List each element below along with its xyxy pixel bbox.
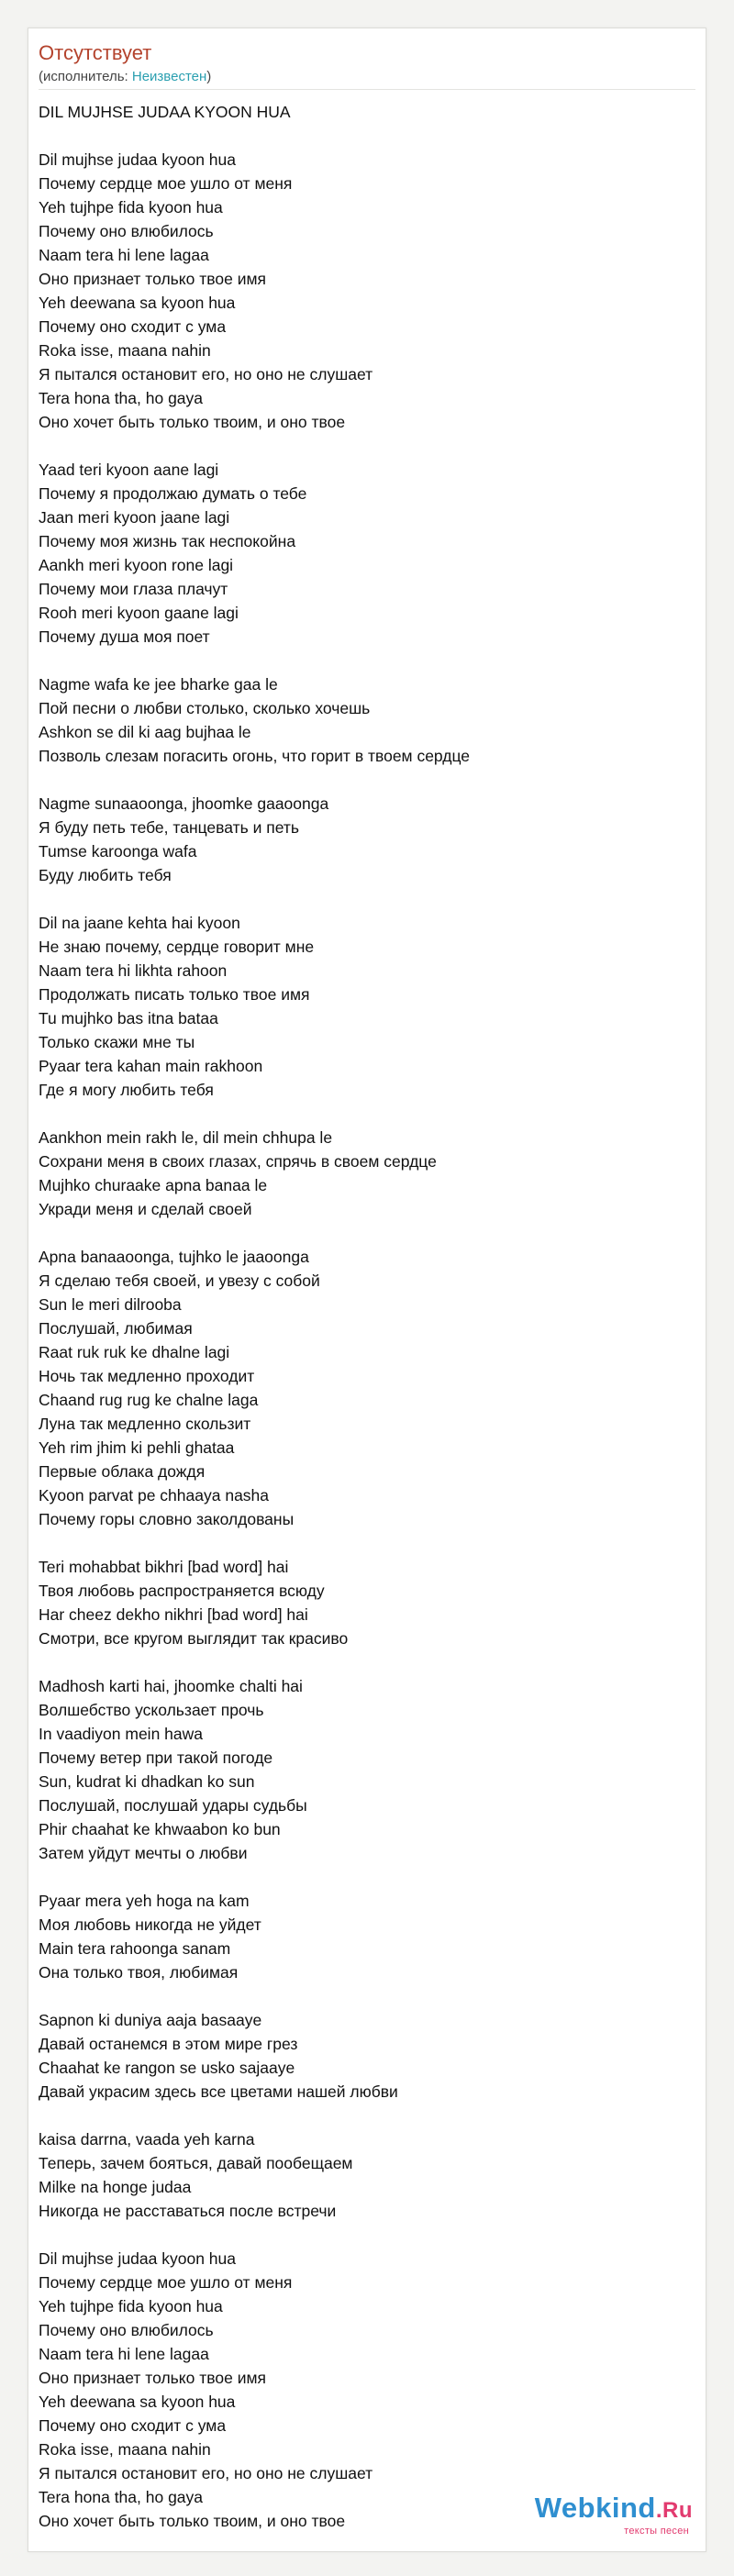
lyric-line: Где я могу любить тебя [39, 1081, 214, 1099]
lyric-line: Apna banaaoonga, tujhko le jaaoonga [39, 1248, 309, 1266]
lyric-line: Main tera rahoonga sanam [39, 1939, 231, 1958]
lyric-line: Pyaar tera kahan main rakhoon [39, 1057, 263, 1075]
lyric-line: Kyoon parvat pe chhaaya nasha [39, 1486, 270, 1505]
lyric-line: Tera hona tha, ho gaya [39, 389, 204, 407]
stanza [39, 1245, 695, 1531]
lyric-line: Naam tera hi lene lagaa [39, 2345, 209, 2363]
lyric-line: Только скажи мне ты [39, 1033, 195, 1051]
lyric-line: Har cheez dekho nikhri [bad word] hai [39, 1605, 308, 1624]
lyric-line: Почему душа моя поет [39, 627, 210, 646]
lyric-line: Буду любить тебя [39, 866, 172, 884]
stanza [39, 792, 695, 887]
lyric-line: Почему моя жизнь так неспокойна [39, 532, 296, 550]
lyric-line: Почему оно сходит с ума [39, 317, 227, 336]
lyric-line: Я пытался остановит его, но оно не слушает [39, 365, 373, 383]
lyric-line: Yeh rim jhim ki pehli ghataa [39, 1438, 235, 1457]
lyric-line: Rooh meri kyoon gaane lagi [39, 604, 239, 622]
header-divider [39, 89, 695, 90]
lyric-line: Raat ruk ruk ke dhalne lagi [39, 1343, 230, 1361]
lyric-line: Почему оно влюбилось [39, 222, 214, 240]
lyric-line: Roka isse, maana nahin [39, 2440, 211, 2459]
lyric-line: Aankhon mein rakh le, dil mein chhupa le [39, 1128, 333, 1147]
lyric-line: Dil mujhse judaa kyoon hua [39, 2249, 236, 2268]
lyric-line: Оно хочет быть только твоим, и оно твое [39, 2512, 346, 2530]
logo-tld: .Ru [655, 2498, 693, 2523]
stanza-list [39, 148, 695, 2533]
lyrics-page [28, 28, 706, 2552]
lyric-line: Сохрани меня в своих глазах, спрячь в своем сердце [39, 1152, 437, 1171]
lyric-line: Nagme wafa ke jee bharke gaa le [39, 675, 278, 694]
lyric-line: Не знаю почему, сердце говорит мне [39, 938, 315, 956]
lyric-line: Phir chaahat ke khwaabon ko bun [39, 1820, 281, 1838]
lyric-line: Давай украсим здесь все цветами нашей любви [39, 2082, 398, 2101]
lyric-line: Теперь, зачем бояться, давай пообещаем [39, 2154, 353, 2172]
lyric-line: Первые облака дождя [39, 1462, 206, 1481]
lyric-line: Nagme sunaaoonga, jhoomke gaaoonga [39, 794, 329, 813]
artist-link[interactable]: Неизвестен [131, 69, 207, 84]
lyric-line: Затем уйдут мечты о любви [39, 1844, 248, 1862]
lyric-line: Продолжать писать только твое имя [39, 985, 310, 1004]
lyrics-heading: DIL MUJHSE JUDAA KYOON HUA [39, 103, 291, 121]
logo-brand: Webkind [534, 2492, 656, 2524]
lyric-line: Послушай, любимая [39, 1319, 193, 1338]
lyric-line: Почему ветер при такой погоде [39, 1749, 273, 1767]
lyric-line: Волшебство ускользает прочь [39, 1701, 264, 1719]
lyric-line: Луна так медленно скользит [39, 1415, 251, 1433]
lyric-line: Pyaar mera yeh hoga na kam [39, 1892, 250, 1910]
lyric-line: Твоя любовь распространяется всюду [39, 1582, 325, 1600]
lyric-line: Madhosh karti hai, jhoomke chalti hai [39, 1677, 303, 1695]
lyric-line: Моя любовь никогда не уйдет [39, 1915, 261, 1934]
lyric-line: Chaahat ke rangon se usko sajaaye [39, 2059, 295, 2077]
logo-tagline: тексты песен [624, 2526, 689, 2537]
lyric-line: Я буду петь тебе, танцевать и петь [39, 818, 300, 837]
lyric-line: Я сделаю тебя своей, и увезу с собой [39, 1271, 320, 1290]
lyric-line: Почему я продолжаю думать о тебе [39, 484, 307, 503]
lyric-line: In vaadiyon mein hawa [39, 1725, 203, 1743]
lyric-line: Послушай, послушай удары судьбы [39, 1796, 307, 1815]
stanza [39, 2247, 695, 2533]
lyric-line: Я пытался остановит его, но оно не слушает [39, 2464, 373, 2482]
lyric-line: Ashkon se dil ki aag bujhaa le [39, 723, 251, 741]
lyric-line: Sun le meri dilrooba [39, 1295, 182, 1314]
stanza [39, 2127, 695, 2223]
lyric-line: Naam tera hi likhta rahoon [39, 961, 228, 980]
lyrics-body [39, 100, 695, 2557]
lyric-line: Yeh deewana sa kyoon hua [39, 294, 236, 312]
site-logo[interactable] [535, 2493, 693, 2537]
stanza [39, 458, 695, 649]
lyric-line: Оно признает только твое имя [39, 2369, 266, 2387]
lyric-line: Позволь слезам погасить огонь, что горит в твоем сердце [39, 747, 471, 765]
lyric-line: Почему сердце мое ушло от меня [39, 2273, 293, 2292]
artist-line [39, 69, 211, 85]
lyric-line: Dil na jaane kehta hai kyoon [39, 914, 240, 932]
lyric-line: Yeh tujhpe fida kyoon hua [39, 198, 223, 217]
lyrics-heading-block [39, 100, 695, 124]
lyric-line: Roka isse, maana nahin [39, 341, 211, 360]
stanza [39, 911, 695, 1102]
lyric-line: Aankh meri kyoon rone lagi [39, 556, 234, 574]
lyric-line: Teri mohabbat bikhri [bad word] hai [39, 1558, 289, 1576]
lyric-line: Почему оно сходит с ума [39, 2416, 227, 2435]
stanza [39, 1555, 695, 1650]
lyric-line: Sun, kudrat ki dhadkan ko sun [39, 1772, 255, 1791]
stanza [39, 1889, 695, 1984]
lyric-line: Mujhko churaake apna banaa le [39, 1176, 268, 1194]
lyric-line: Tumse karoonga wafa [39, 842, 197, 861]
lyric-line: Почему сердце мое ушло от меня [39, 174, 293, 193]
lyric-line: Dil mujhse judaa kyoon hua [39, 150, 236, 169]
lyric-line: Tera hona tha, ho gaya [39, 2488, 204, 2506]
lyric-line: Jaan meri kyoon jaane lagi [39, 508, 230, 527]
lyric-line: Chaand rug rug ke chalne laga [39, 1391, 259, 1409]
logo-wordmark [535, 2493, 693, 2526]
lyric-line: kaisa darrna, vaada yeh karna [39, 2130, 255, 2149]
lyric-line: Пой песни о любви столько, сколько хочешь [39, 699, 371, 717]
stanza [39, 148, 695, 434]
lyric-line: Оно хочет быть только твоим, и оно твое [39, 413, 346, 431]
lyric-line: Sapnon ki duniya aaja basaaye [39, 2011, 262, 2029]
lyric-line: Ночь так медленно проходит [39, 1367, 255, 1385]
lyric-line: Никогда не расставаться после встречи [39, 2202, 337, 2220]
lyric-line: Почему горы словно заколдованы [39, 1510, 295, 1528]
lyric-line: Milke na honge judaa [39, 2178, 192, 2196]
lyric-line: Yeh deewana sa kyoon hua [39, 2393, 236, 2411]
lyric-line: Она только твоя, любимая [39, 1963, 239, 1982]
song-title: Отсутствует [39, 41, 152, 64]
lyric-line: Yaad teri kyoon aane lagi [39, 461, 219, 479]
lyric-line: Смотри, все кругом выглядит так красиво [39, 1629, 349, 1648]
lyric-line: Naam tera hi lene lagaa [39, 246, 209, 264]
lyric-line: Yeh tujhpe fida kyoon hua [39, 2297, 223, 2315]
lyric-line: Давай останемся в этом мире грез [39, 2035, 298, 2053]
lyric-line: Укради меня и сделай своей [39, 1200, 252, 1218]
lyric-line: Оно признает только твое имя [39, 270, 266, 288]
lyric-line: Почему оно влюбилось [39, 2321, 214, 2339]
artist-suffix: ) [206, 69, 212, 84]
stanza [39, 1126, 695, 1221]
lyric-line: Почему мои глаза плачут [39, 580, 228, 598]
lyric-line: Tu mujhko bas itna bataa [39, 1009, 218, 1027]
stanza [39, 672, 695, 768]
artist-prefix: (исполнитель: [39, 69, 132, 84]
stanza [39, 2008, 695, 2104]
stanza [39, 1674, 695, 1865]
